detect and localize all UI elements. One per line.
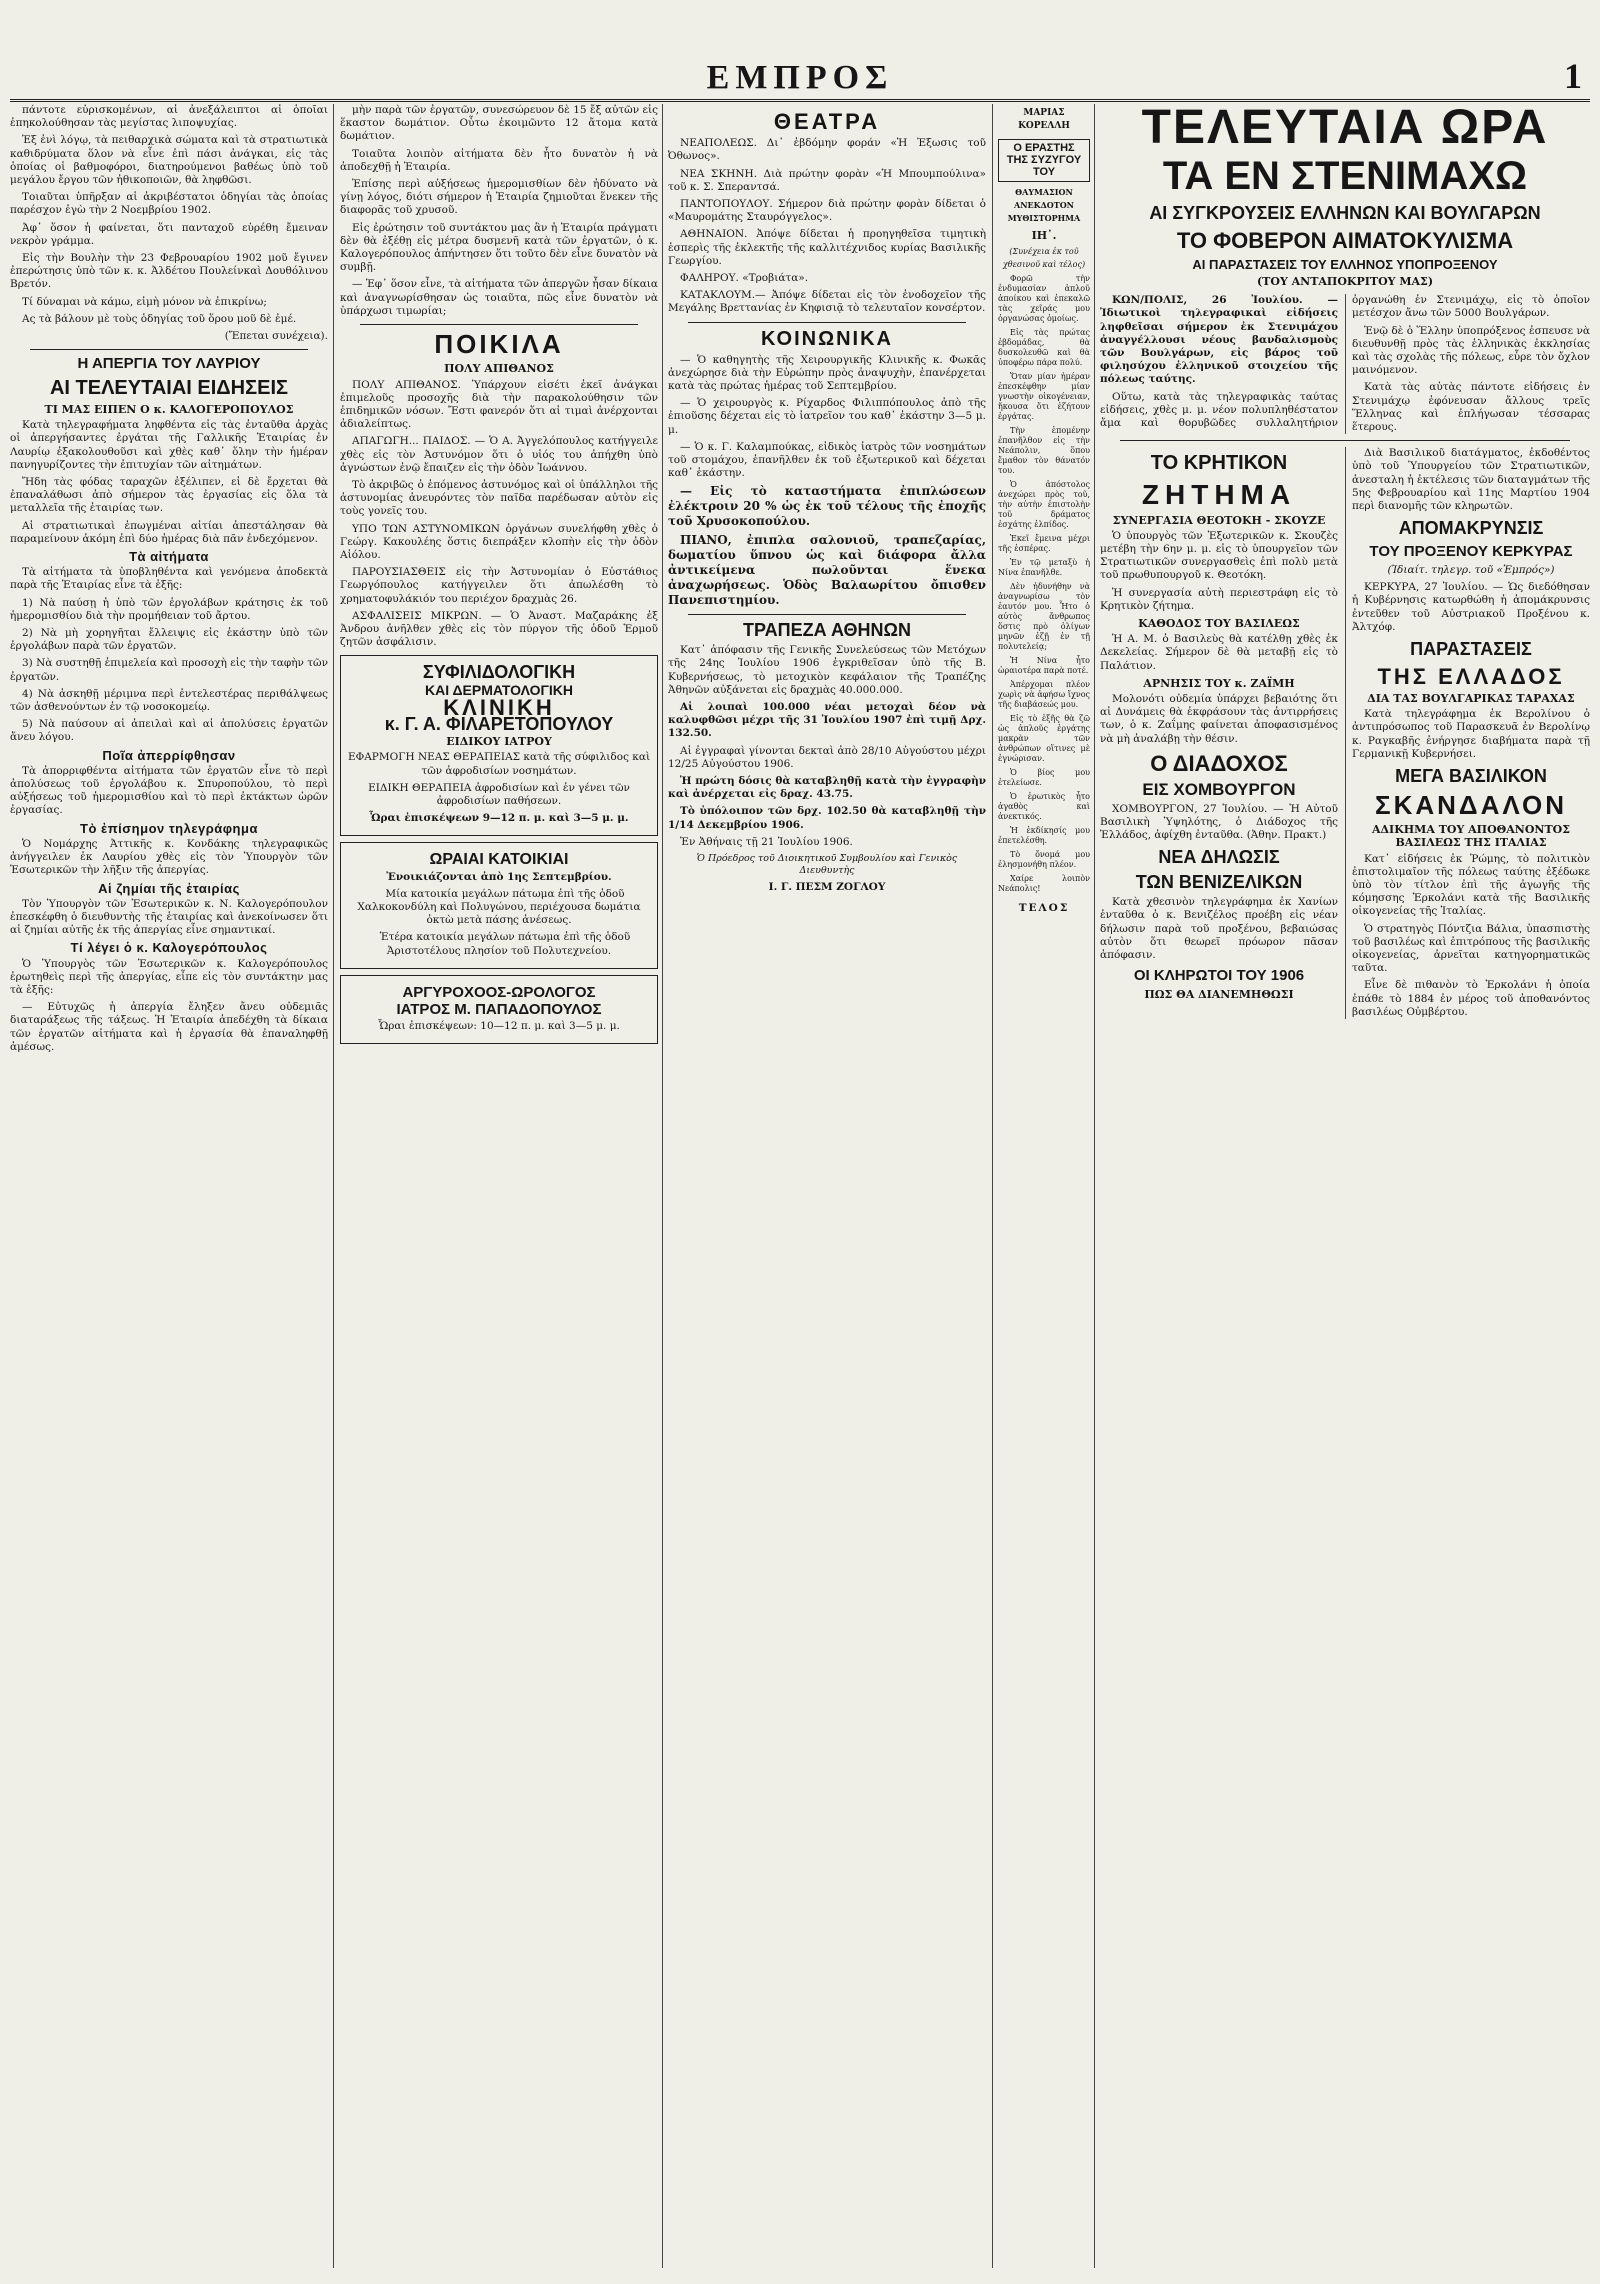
article-paragraph: ΚΩΝ/ΠΟΛΙΣ, 26 Ἰουλίου. — Ἰδιωτικοὶ τηλεγραφικαὶ εἰδήσεις ληφθεῖσαι σήμερον ἐκ Στενιμάχου ἀναγγέλλουσι νέους βανδαλισμοὺς τῶν Βουλγάρων, εἰς βάρος τοῦ φιλησύχου ἑλληνικοῦ στοιχείου τῆς πόλεως ταύτης.: [1100, 294, 1338, 386]
column-3: [668, 104, 986, 2268]
ad-subtitle: ΚΑΙ ΔΕΡΜΑΤΟΛΟΓΙΚΗ: [424, 681, 574, 698]
article-paragraph: Ἡ συνεργασία αὐτὴ περιεστράφη εἰς τὸ Κρητικὸν ζήτημα.: [1100, 586, 1338, 612]
ad-text: ΕΦΑΡΜΟΓΗ ΝΕΑΣ ΘΕΡΑΠΕΙΑΣ κατὰ τῆς σύφιλιδος καὶ τῶν ἀφροδισίων νοσημάτων.: [347, 751, 651, 777]
serial-paragraph: Χαίρε λοιπὸν Νεάπολις!: [998, 874, 1090, 894]
article-paragraph: Ἐξ ἐνὶ λόγῳ, τὰ πειθαρχικὰ σώματα καὶ τὰ στρατιωτικὰ καθιδρύματα ὅλον νὰ εἶνε ἐπὶ πάσι ἀνάγκαι, εἰς τὰς ὁποίας οἱ βαθμοφόροι, διατηρούμενοι βαθέως ὑπὸ τοῦ μεγάλου ἔργου τῶν ἠθικοποιῶν, θὰ ληφθῶσι.: [10, 134, 328, 187]
article-paragraph: Τὰ αἰτήματα τὰ ὑποβληθέντα καὶ γενόμενα ἀποδεκτὰ παρὰ τῆς Ἑταιρίας εἶνε τὰ ἑξῆς:: [10, 566, 328, 592]
dispatch-note: (Ἰδιαίτ. τηλεγρ. τοῦ «Ἐμπρός»): [1387, 563, 1555, 576]
news-item: ΝΕΑ ΣΚΗΝΗ. Διὰ πρώτην φορὰν «Ἡ Μπουμπούλινα» τοῦ κ. Σ. Σπεραντσά.: [668, 167, 986, 193]
ad-hours: Ὧραι ἐπισκέψεων 9—12 π. μ. καὶ 3—5 μ. μ.: [369, 812, 629, 825]
column-rule: [662, 104, 663, 2268]
ad-text: ΕΙΔΙΚΗ ΘΕΡΑΠΕΙΑ ἀφροδισίων καὶ ἐν γένει τῶν ἀφροδισίων παθήσεων.: [368, 781, 630, 808]
ad-text: Μία κατοικία μεγάλων πάτωμα ἐπὶ τῆς ὁδοῦ Χαλκοκονδύλη καὶ Πολυγώνου, περιέχουσα δωμάτια ὀκτὼ μετὰ πάσης ἀνέσεως.: [357, 887, 641, 927]
article-paragraph: Μολονότι οὐδεμία ὑπάρχει βεβαιότης ὅτι αἱ Δυνάμεις θὰ ἐκφράσουν τὰς ἀντιρρήσεις των, ὁ κ. Ζαΐμης φαίνεται ἀποφασισμένος νὰ μὴ ἀναλάβῃ τὴν θέσιν.: [1100, 693, 1338, 745]
ad-subtitle: ΕΙΔΙΚΟΥ ΙΑΤΡΟΥ: [446, 735, 552, 749]
section-heading: Τὸ ἐπίσημον τηλεγράφημα: [80, 820, 258, 836]
news-item: Τὸ ἀκριβῶς ὁ ἑπόμενος ἀστυνόμος καὶ οἱ ὑπάλληλοι τῆς ἀστυνομίας ἀνευρόντες τὸν παῖδα παρέδωσαν αὐτὸν εἰς τοὺς γονεῖς του.: [340, 478, 658, 518]
section-title: ΘΕΑΤΡΑ: [773, 109, 881, 134]
article-paragraph: Ἐν Ἀθήναις τῇ 21 Ἰουλίου 1906.: [680, 835, 853, 848]
article-paragraph: 3) Νὰ συστηθῇ ἐπιμελεία καὶ προσοχὴ εἰς τὴν ταφὴν τῶν ἐργατῶν.: [10, 657, 328, 683]
article-paragraph: Κατὰ τὰς αὐτὰς πάντοτε εἰδήσεις ἐν Στενιμάχῳ ἐφόνευσαν ἄλλους τρεῖς Ἕλληνας καὶ ἐπλήγωσαν τέσσαρας ἕτερους.: [1352, 381, 1590, 434]
article-paragraph: Ἡ πρώτη δόσις θὰ καταβληθῇ κατὰ τὴν ἐγγραφὴν καὶ ἀνέρχεται εἰς δραχ. 43.75.: [668, 775, 986, 801]
headline: ΑΠΟΜΑΚΡΥΝΣΙΣ: [1398, 518, 1544, 539]
lead-story-body: [1100, 294, 1590, 434]
section-heading: Τὰ αἰτήματα: [129, 549, 209, 565]
column-5: [1100, 104, 1590, 2268]
news-item: ΠΑΡΟΥΣΙΑΣΘΕΙΣ εἰς τὴν Ἀστυνομίαν ὁ Εὐστάθιος Γεωργόπουλος κατήγγειλεν ὅτι ἀπωλέσθη τὸ χρηματοφυλάκιόν του περιέχον δραχμὰς 26.: [340, 566, 658, 605]
subheadline: ΔΙΑ ΤΑΣ ΒΟΥΛΓΑΡΙΚΑΣ ΤΑΡΑΧΑΣ: [1367, 691, 1575, 705]
advertisement: [340, 655, 658, 836]
serial-title: Ο ΕΡΑΣΤΗΣ ΤΗΣ ΣΥΖΥΓΟΥ ΤΟΥ: [998, 139, 1090, 182]
column-rule: [1094, 104, 1095, 2268]
article-paragraph: 5) Νὰ παύσουν αἱ ἀπειλαὶ καὶ αἱ ἀπολύσεις ἐργατῶν ἄνευ λόγου.: [10, 718, 328, 744]
section-divider: [688, 614, 966, 615]
signature-name: Ι. Γ. ΠΕΣΜ ΖΟΓΛΟΥ: [768, 881, 886, 894]
subheadline: ΠΩΣ ΘΑ ΔΙΑΝΕΜΗΘΩΣΙ: [1144, 987, 1294, 1001]
headline: ΑΙ ΤΕΛΕΥΤΑΙΑΙ ΕΙΔΗΣΕΙΣ: [49, 377, 289, 399]
newspaper-title: ΕΜΠΡΟΣ: [706, 59, 894, 96]
news-item: ΠΟΛΥ ΑΠΙΘΑΝΟΣ. Ὑπάρχουν εἰσέτι ἐκεῖ ἀνάγκαι ἐπιμελοῦς προσοχῆς διὰ τὴν παρακολούθησιν τῶν ἐπιδημικῶν νόσων. Ἔστι φανερόν ὅτι αἱ τιμαὶ ἀνέρχονται ἀδιαλείπτως.: [340, 378, 658, 431]
headline: ΖΗΤΗΜΑ: [1141, 479, 1297, 511]
article-paragraph: Ὁ Ὑπουργὸς τῶν Ἐσωτερικῶν κ. Καλογερόπουλος ἐρωτηθεὶς περὶ τῆς ἀπεργίας, εἶπε εἰς τὸν συντάκτην μας τὰ ἑξῆς:: [10, 957, 328, 996]
article-paragraph: Ἡ Α. Μ. ὁ Βασιλεὺς θὰ κατέλθῃ χθὲς ἐκ Δεκελείας. Σήμερον δὲ θὰ μεταβῇ εἰς τὸ Παλάτιον.: [1100, 633, 1338, 672]
serial-paragraph: Ἀπέρχομαι πλέον χωρὶς νὰ ἀφήσω ἴχνος τῆς διαβάσεώς μου.: [998, 680, 1090, 710]
ad-text: Ἐνοικιάζονται ἀπὸ 1ης Σεπτεμβρίου.: [386, 870, 612, 883]
headline: ΜΕΓΑ ΒΑΣΙΛΙΚΟΝ: [1395, 765, 1547, 786]
article-paragraph: Ὁ στρατηγὸς Πόντζια Βάλια, ὑπασπιστὴς τοῦ βασιλέως καὶ ἐπιτρόπους τῆς βασιλικῆς οἰκογενείας, ἀρνεῖται κατηγορηματικῶς ταῦτα.: [1352, 922, 1590, 975]
masthead: [10, 55, 1590, 102]
news-item: — Ὁ κ. Γ. Καλαμπούκας, εἰδικὸς ἰατρὸς τῶν νοσημάτων τοῦ στομάχου, ἐπανῆλθεν ἐκ τοῦ ἐξωτερικοῦ καὶ δέχεται καθ᾽ ἑκάστην.: [668, 440, 986, 480]
column-4: [998, 104, 1090, 2268]
article-paragraph: Τὸ ὑπόλοιπον τῶν δρχ. 102.50 θὰ καταβληθῇ τὴν 1/14 Δεκεμβρίου 1906.: [668, 805, 986, 831]
article-paragraph: 1) Νὰ παύσῃ ἡ ὑπὸ τῶν ἐργολάβων κράτησις ἐκ τοῦ ἡμερομισθίου διὰ τὴν προμήθειαν τοῦ ἄρτου.: [10, 596, 328, 622]
continuation-note: (Συνέχεια ἐκ τοῦ χθεσινοῦ καὶ τέλος): [1002, 246, 1086, 270]
news-item: ΥΠΟ ΤΩΝ ΑΣΤΥΝΟΜΙΚΩΝ ὀργάνων συνελήφθη χθὲς ὁ Γεώργ. Κακουλέης ὅστις διεπράξεν κλοπὴν εἰς τὴν ὁδὸν Αἰόλου.: [340, 522, 658, 561]
article-paragraph: Αἱ ἐγγραφαὶ γίνονται δεκταὶ ἀπὸ 28/10 Αὐγούστου μέχρι 12/25 Αὐγούστου 1906.: [668, 744, 986, 770]
serial-paragraph: Ἡ ἐκδίκησίς μου ἐπετελέσθη.: [998, 826, 1090, 846]
article-paragraph: Ἐπίσης περὶ αὐξήσεως ἡμερομισθίων δὲν ἠδύνατο νὰ γίνῃ λόγος, διότι σήμερον ἡ Ἑταιρία ζημιοῦται ἕνεκεν τῆς διαφορᾶς τοῦ χρυσοῦ.: [340, 178, 658, 217]
serial-paragraph: Ἐν τῷ μεταξὺ ἡ Νίνα ἐπανῆλθε.: [998, 558, 1090, 578]
news-columns: [1100, 447, 1590, 1019]
section-heading: ΑΡΝΗΣΙΣ ΤΟΥ κ. ΖΑΪΜΗ: [1143, 676, 1295, 690]
section-title: ΚΟΙΝΩΝΙΚΑ: [760, 327, 893, 350]
ad-subtitle: ΚΛΙΝΙΚΗ: [443, 694, 555, 720]
ad-title: ΑΡΓΥΡΟΧΟΟΣ-ΩΡΟΛΟΓΟΣ: [402, 983, 596, 1001]
section-heading: Τί λέγει ὁ κ. Καλογερόπουλος: [70, 940, 268, 956]
news-item: ΑΠΑΓΩΓΗ... ΠΑΙΔΟΣ. — Ὁ Α. Ἀγγελόπουλος κατήγγειλε χθὲς εἰς τὸν Ἀστυνόμον ὅτι ὁ υἱός του ἀπήχθη ὑπὸ ἀγνώστων ἐνῷ ἔπαιζεν εἰς τὴν ὁδὸν Ἰωάννου.: [340, 435, 658, 474]
section-heading: Αἱ ζημίαι τῆς ἑταιρίας: [98, 880, 240, 896]
news-item: ΑΘΗΝΑΙΟΝ. Ἀπόψε δίδεται ἡ προηγηθεῖσα τιμητικὴ ἑσπερὶς τῆς ἐκλεκτῆς τῆς καλλιτέχνιδος κυρίας Βασιλικῆς Γεωργίου.: [668, 228, 986, 267]
article-paragraph: 4) Νὰ ἀσκηθῇ μέριμνα περὶ ἐντελεστέρας περιθάλψεως τῶν ἀσθενούντων ἐν τῷ νοσοκομείῳ.: [10, 687, 328, 714]
serial-paragraph: Ὅταν μίαν ἡμέραν ἐπεσκέφθην μίαν γνωστὴν οἰκογένειαν, ἤκουσα ὅτι ἐζήτουν ἐργάτας.: [998, 372, 1090, 422]
article-paragraph: Εἰς τὴν Βουλὴν τὴν 23 Φεβρουαρίου 1902 μοῦ ἔγινεν ἐπερώτησις ὑπὸ τῶν κ. κ. Ἀλδέτου Πουλείνκαὶ Δουθόλινου Βρετόν.: [10, 252, 328, 291]
main-headline: ΤΑ ΕΝ ΣΤΕΝΙΜΑΧΩ: [1162, 154, 1528, 198]
section-heading: ΚΑΘΟΔΟΣ ΤΟΥ ΒΑΣΙΛΕΩΣ: [1138, 617, 1300, 631]
article-paragraph: Διὰ Βασιλικοῦ διατάγματος, ἐκδοθέντος ὑπὸ τοῦ Ὑπουργείου τῶν Στρατιωτικῶν, ἀνεσταλη ἡ ἐκτέλεσις τῶν διαταγμάτων τῆς 5ης Φεβρουαρίου καὶ 11ης Μαρτίου 1904 περὶ διανομῆς τῶν κληρωτῶν.: [1352, 447, 1590, 513]
ad-text: Ἑτέρα κατοικία μεγάλων πάτωμα ἐπὶ τῆς ὁδοῦ Ἀριστοτέλους πλησίον τοῦ Πολυτεχνείου.: [379, 931, 631, 957]
article-paragraph: 2) Νὰ μὴ χορηγῆται ἔλλειψις εἰς ἑκάστην ὑπὸ τῶν ἐργολάβων παρὰ τῶν ἐργατῶν.: [10, 627, 328, 653]
headline: Ο ΔΙΑΔΟΧΟΣ: [1150, 750, 1288, 776]
section-heading: Ποῖα ἀπερρίφθησαν: [102, 747, 236, 763]
serial-paragraph: Φορῶ τὴν ἐνδυμασίαν ἁπλοῦ ἀποίκου καὶ ἐπεκαλῶ τὰς χεῖράς μου ὀργανώσας ὁμοίως.: [998, 274, 1090, 324]
article-paragraph: — Εὐτυχῶς ἡ ἀπεργία ἔληξεν ἄνευ οὐδεμιᾶς διαταράξεως τῆς τάξεως. Ἡ Ἑταιρία ἀπεδέχθη τὰ δίκαια τῶν ἐργατῶν αἰτήματα καὶ ἡ ἐργασία θὰ ἐπαναληφθῇ ἀμέσως.: [10, 1001, 328, 1053]
article-paragraph: ΚΕΡΚΥΡΑ, 27 Ἰουλίου. — Ὡς διεδόθησαν ἡ Κυβέρνησις κατωρθώθη ἡ ἀπομάκρυνσις ἐντεῦθεν τοῦ Αὐστριακοῦ Προξένου κ. Ἀλτχόφ.: [1352, 581, 1590, 633]
subheadline: ΑΙ ΠΑΡΑΣΤΑΣΕΙΣ ΤΟΥ ΕΛΛΗΝΟΣ ΥΠΟΠΡΟΞΕΝΟΥ: [1192, 257, 1498, 272]
section-divider: [30, 349, 308, 350]
serial-paragraph: Ἐκεῖ ἔμεινα μέχρι τῆς ἑσπέρας.: [998, 534, 1090, 554]
page-number: 1: [1564, 56, 1582, 96]
subheadline: ΤΟ ΦΟΒΕΡΟΝ ΑΙΜΑΤΟΚΥΛΙΣΜΑ: [1176, 228, 1514, 253]
section-divider: [688, 322, 966, 323]
serial-paragraph: Τὸ ὄνομά μου ἐλησμονήθη πλέον.: [998, 850, 1090, 870]
article-paragraph: Κατ᾽ εἰδήσεις ἐκ Ῥώμης, τὸ πολιτικὸν ἐπιστολιμαῖον τῆς πόλεως ταύτης ἐξέδωκε ὑπὸ τὸν τίτλον ἐπὶ τῆς ἀγωγῆς τῆς κόμησσης Ἑρκολάνι κατὰ τῆς Βασιλικῆς οἰκογενείας τῆς Ἰταλίας.: [1352, 852, 1590, 918]
article-paragraph: Τὸν Ὑπουργὸν τῶν Ἐσωτερικῶν κ. Ν. Καλογερόπουλον ἐπεσκέφθη ὁ διευθυντὴς τῆς ἑταιρίας καὶ ἀνεκοίνωσεν ὅτι αἱ ζημίαι αὐτῆς ἐκ τῆς ἀπεργίας εἶνε σημαντικαί.: [10, 897, 328, 937]
correspondent-note: (ΤΟΥ ΑΝΤΑΠΟΚΡΙΤΟΥ ΜΑΣ): [1256, 275, 1434, 288]
serial-paragraph: Τὴν ἑπομένην ἐπανῆλθον εἰς τὴν Νεάπολιν, ὅπου ἔμαθον τὸν θάνατόν του.: [998, 426, 1090, 476]
article-paragraph: πάντοτε εὐρισκομένων, αἱ ἀνεξάλειπτοι αἱ ὁποῖαι ἐπηκολούθησαν τὰς μεγίστας λιποψυχίας.: [10, 104, 328, 130]
advertisement: [340, 975, 658, 1045]
ad-title: ΙΑΤΡΟΣ Μ. ΠΑΠΑΔΟΠΟΥΛΟΣ: [396, 1001, 602, 1019]
chapter-number: ΙΗ᾽.: [1031, 228, 1057, 242]
article-paragraph: Κατὰ χθεσινὸν τηλεγράφημα ἐκ Χανίων ἐνταῦθα ὁ κ. Βενιζέλος προέβη εἰς νέαν δήλωσιν παρὰ τοῦ προξένου, βεβαιώσας αὐτὸν ὅτι θεωρεῖ πρόωρον πᾶσαν ἀπόφασιν.: [1100, 896, 1338, 962]
serial-end: ΤΕΛΟΣ: [1018, 902, 1070, 915]
section-title: ΠΟΙΚΙΛΑ: [434, 329, 564, 360]
headline: Η ΑΠΕΡΓΙΑ ΤΟΥ ΛΑΥΡΙΟΥ: [77, 355, 261, 373]
advertisement: [340, 842, 658, 968]
ad-title: ΩΡΑΙΑΙ ΚΑΤΟΙΚΙΑΙ: [429, 851, 569, 869]
ad-title: ΣΥΦΙΛΙΔΟΛΟΓΙΚΗ: [422, 662, 576, 683]
column-2: [340, 104, 658, 2268]
article-paragraph: Τοιαῦται ὑπῆρξαν αἱ ἀκριβέστατοι ὁδηγίαι τὰς ὁποίας παρέσχον ἐγὼ τὴν 2 Νοεμβρίου 1902.: [10, 191, 328, 217]
section-divider: [360, 324, 638, 325]
advertisement: — Εἰς τὸ καταστήματα ἐπιπλώσεων ἐλέκτροιν 20 % ὡς ἐκ τοῦ τέλους τῆς ἐποχῆς τοῦ Χρυσοκοπούλου.: [668, 484, 986, 529]
advertisement: ΠΙΑΝΟ, ἐπιπλα σαλονιοῦ, τραπεζαρίας, δωματίου ὕπνου ὡς καὶ διάφορα ἄλλα ἀντικείμενα πωλοῦνται ἕνεκα ἀναχωρήσεως. Ὁδὸς Βαλαωρίτου ὄπισθεν Πανεπιστημίου.: [668, 533, 986, 608]
section-title: ΤΡΑΠΕΖΑ ΑΘΗΝΩΝ: [743, 620, 911, 641]
ad-doctor-name: κ. Γ. Α. ΦΙΛΑΡΕΤΟΠΟΥΛΟΥ: [384, 714, 614, 735]
article-paragraph: — Ἐφ᾽ ὅσον εἶνε, τὰ αἰτήματα τῶν ἀπεργῶν ἦσαν δίκαια καὶ ἀναγνωρίσθησαν ὡς τοιαῦτα, πῶς εἶνε δυνατὸν νὰ ὑπάρχωσι τιμωρίαι;: [340, 278, 658, 317]
article-paragraph: Εἰς ἐρώτησιν τοῦ συντάκτου μας ἂν ἡ Ἑταιρία πράγματι δὲν θὰ ἐξέθῃ εἰς μέτρα δυσμενῆ κατὰ τῶν ἐργατῶν, ὁ κ. Καλογερόπουλος ἀπήντησεν ὅτι τοῦτο δὲν εἶνε δυνατὸν νὰ συμβῇ.: [340, 221, 658, 274]
subheadline: ΑΙ ΣΥΓΚΡΟΥΣΕΙΣ ΕΛΛΗΝΩΝ ΚΑΙ ΒΟΥΛΓΑΡΩΝ: [1149, 203, 1541, 223]
serial-author: ΜΑΡΙΑΣ ΚΟΡΕΛΛΗ: [1018, 108, 1070, 132]
news-item: ΝΕΑΠΟΛΕΩΣ. Δι᾽ ἑβδόμην φοράν «Ἡ Ἐξωσις τοῦ Ὀθωνος».: [668, 137, 986, 163]
article-paragraph: Οὕτω, κατὰ τὰς τηλεγραφικὰς ταύτας εἰδήσεις, χθὲς μ. μ. νέον πολυπληθέστατον ἄμα καὶ θορυβῶδες συλλαλητήριον ὀργανώθη ἐν Στενιμάχῳ, εἰς τὸ ὁποῖον μετέσχον ἄνω τῶν 5000 Βουλγάρων.: [1100, 294, 1590, 430]
column-rule: [992, 104, 993, 2268]
article-paragraph: μὴν παρὰ τῶν ἐργατῶν, συνεσώρευον δὲ 15 ἔξ αὐτῶν εἰς ἕκαστον δωμάτιον. Οὗτω ἐκοιμῶντο 12 ἄτομα κατὰ δωμάτιον.: [340, 104, 658, 143]
item-heading: ΠΟΛΥ ΑΠΙΘΑΝΟΣ: [444, 362, 554, 376]
headline: ΟΙ ΚΛΗΡΩΤΟΙ ΤΟΥ 1906: [1133, 967, 1305, 985]
serial-paragraph: Εἰς τὰς πρώτας ἐβδομάδας, θὰ δυσκολευθῶ καὶ θὰ ὑποφέρω πάρα πολύ.: [998, 328, 1090, 368]
headline: ΝΕΑ ΔΗΛΩΣΙΣ: [1158, 847, 1280, 868]
article-paragraph: Ἐνῷ δὲ ὁ Ἕλλην ὑποπρόξενος ἐσπευσε νὰ διευθυνθῇ πρὸς τὰς ἑλληνικὰς ἐκκλησίας καὶ τὰς σχολὰς τῆς πόλεως, εὗρε τὸν ὄχλον μαινόμενον.: [1352, 324, 1590, 377]
article-paragraph: Ὁ Νομάρχης Ἀττικῆς κ. Κονδάκης τηλεγραφικῶς ἀνήγγειλεν ἐκ Λαυρίου χθὲς εἰς τὸν Ὑπουργὸν τῶν Ἐσωτερικῶν τὴν λῆξιν τῆς ἀπεργίας.: [10, 837, 328, 877]
serial-paragraph: Ὁ ἀπόστολος ἀνεχώρει πρὸς τοῦ, τὴν αὐτὴν ἐπιστολὴν τοῦ δράματος ἐσχάτης ἐλπίδος.: [998, 480, 1090, 530]
subheadline: ΣΥΝΕΡΓΑΣΙΑ ΘΕΟΤΟΚΗ - ΣΚΟΥΖΕ: [1112, 513, 1326, 527]
signature-title: Ὁ Πρόεδρος τοῦ Διοικητικοῦ Συμβουλίου καὶ Γενικὸς Διευθυντὴς: [696, 853, 958, 877]
section-divider: [1120, 440, 1570, 441]
column-rule: [333, 104, 334, 2268]
continuation-note: (Ἔπεται συνέχεια).: [224, 330, 328, 343]
headline: ΤΩΝ ΒΕΝΙΖΕΛΙΚΩΝ: [1135, 872, 1303, 893]
subheadline: ΤΙ ΜΑΣ ΕΙΠΕΝ Ο κ. ΚΑΛΟΓΕΡΟΠΟΥΛΟΣ: [44, 403, 294, 416]
serial-paragraph: Εἰς τὸ ἑξῆς θὰ ζῶ ὡς ἀπλοῦς ἐργάτης μακρὰν τῶν ἀνθρώπων οἵτινες μὲ ἐγνώρισαν.: [998, 714, 1090, 764]
headline: ΣΚΑΝΔΑΛΟΝ: [1374, 789, 1568, 820]
article-paragraph: Ας τὰ βάλουν μὲ τοὺς ὁδηγίας τοῦ ὅρου μοῦ δὲ ἐμέ.: [22, 312, 297, 325]
serial-paragraph: Ὁ ἐρωτικὸς ἦτο ἀγαθὸς καὶ ἀνεκτικός.: [998, 792, 1090, 822]
news-item: — Ὁ καθηγητὴς τῆς Χειρουργικῆς Κλινικῆς κ. Φωκᾶς ἀνεχώρησε διὰ τὴν Εὐρώπην πρὸς ἀναψυχὴν, ἐπανέρχεται κατὰ τὰς πρώτας ἡμέρας τοῦ Σεπτεμβρίου.: [668, 353, 986, 392]
news-item: — Ὁ χειρουργὸς κ. Ρίχαρδος Φιλιππόπουλος ἀπὸ τῆς ἐπιοῦσης δέχεται εἰς τὸ ἰατρεῖον του καθ᾽ ἑκάστην 3—5 μ. μ.: [668, 397, 986, 436]
serial-paragraph: Ὁ βίος μου ἐτελείωσε.: [998, 768, 1090, 788]
serial-subtitle: ΘΑΥΜΑΣΙΟΝ ΑΝΕΚΔΟΤΟΝ ΜΥΘΙΣΤΟΡΗΜΑ: [1007, 187, 1081, 224]
article-paragraph: Κατὰ τηλεγράφημα ἐκ Βερολίνου ὁ ἀντιπρόσωπος τοῦ Παρασκευᾶ ἐν Βερολίνῳ κ. Ραγκαβῆς ἐνήργησε διαβήματα παρὰ τῇ Γερμανικῇ Κυβερνήσει.: [1352, 708, 1590, 760]
headline: ΠΑΡΑΣΤΑΣΕΙΣ: [1410, 638, 1532, 659]
article-paragraph: Ἀφ᾽ ὅσον ἡ φαίνεται, ὅτι πανταχοῦ εὑρέθη ἔμειναν νεκρὸν γράμμα.: [10, 221, 328, 247]
article-paragraph: Κατ᾽ ἀπόφασιν τῆς Γενικῆς Συνελεύσεως τῶν Μετόχων τῆς 24ης Ἰουλίου 1906 ἐγκριθεῖσαν ὑπὸ τῆς Β. Κυβερνήσεως, τὸ μετοχικὸν κεφάλαιον τῆς Τραπέζης Ἀθηνῶν αὐξάνεται εἰς δραχμὰς 40.000.000.: [668, 644, 986, 696]
article-paragraph: Τὰ ἀπορριφθέντα αἰτήματα τῶν ἐργατῶν εἶνε τὸ περὶ ἀπολύσεως τοῦ ἐργολάβου κ. Σπυροπούλου, τὸ περὶ αὐξήσεως τοῦ ἡμερομισθίου καὶ τὸ περὶ ἐκτάκτων ὡρῶν ἐργασίας.: [10, 764, 328, 817]
main-headline: ΤΕΛΕΥΤΑΙΑ ΩΡΑ: [1141, 104, 1549, 154]
news-item: ΦΑΛΗΡΟΥ. «Τροβιάτα».: [680, 271, 809, 284]
headline: ΤΟΥ ΠΡΟΞΕΝΟΥ ΚΕΡΚΥΡΑΣ: [1369, 543, 1573, 561]
article-paragraph: Ὁ ὑπουργὸς τῶν Ἐξωτερικῶν κ. Σκουζὲς μετέβη τὴν 6ην μ. μ. εἰς τὸ ὑπουργεῖον τῶν Στρατιωτικῶν συνεργασθεὶς ἐπὶ πολὺ μετὰ τοῦ πρωθυπουργοῦ κ. Θεοτόκη.: [1100, 529, 1338, 582]
news-item: ΚΑΤΑΚΛΟΥΜ.— Ἀπόψε δίδεται εἰς τὸν ἐνοδοχεῖον τῆς Μεγάλης Βρεττανίας ἐν Κηφισιᾷ τὸ τελευταῖον κονσέρτον.: [668, 289, 986, 315]
article-paragraph: Κατὰ τηλεγραφήματα ληφθέντα εἰς τὰς ἐνταῦθα ἀρχὰς οἱ ἀπεργήσαντες ἐργάται τῆς Γαλλικῆς Ἑταιρίας ἐν Λαυρίῳ ἐξακολουθοῦσι καὶ χθὲς καθ᾽ ὅλην τὴν ἡμέραν πανηγυρίζοντες τὴν ἐπιτυχίαν τῶν αἰτημάτων.: [10, 419, 328, 471]
headline: ΤΟ ΚΡΗΤΙΚΟΝ: [1150, 452, 1288, 475]
article-paragraph: ΧΟΜΒΟΥΡΓΟΝ, 27 Ἰουλίου. — Ἡ Αὐτοῦ Βασιλικὴ Ὑψηλότης, ὁ Διάδοχος τῆς Ἑλλάδος, ἀφίχθη ἐνταῦθα. (Ἀθην. Πρακτ.): [1100, 802, 1338, 842]
article-paragraph: Τί δύναμαι νὰ κάμω, εἰμὴ μόνον νὰ ἐπικρίνω;: [22, 295, 267, 308]
article-paragraph: Αἱ λοιπαὶ 100.000 νέαι μετοχαὶ δέον νὰ καλυφθῶσι μέχρι τῆς 31 Ἰουλίου 1907 ἐπὶ τιμῇ Δρχ. 132.50.: [668, 701, 986, 740]
column-1: [10, 104, 328, 2268]
article-paragraph: Τοιαῦτα λοιπὸν αἰτήματα δὲν ἦτο δυνατὸν ἡ νὰ ἀποδεχθῇ ἡ Ἑταιρία.: [340, 147, 658, 173]
serial-paragraph: Δὲν ἠδυνήθην νὰ ἀναγνωρίσω τὸν ἑαυτόν μου. Ἦτο ὁ αὐτὸς ἄνθρωπος ὅστις πρὸ ὀλίγων μηνῶν ἐζῇ ἐν τῇ πολυτελείᾳ;: [998, 582, 1090, 652]
article-paragraph: Αἱ στρατιωτικαὶ ἐπωγμέναι αἰτίαι ἀπεστάλησαν θὰ παραμείνουν ἀκόμη ἐπὶ δύο ἡμέρας διὰ πᾶν ἐνδεχόμενον.: [10, 519, 328, 545]
article-paragraph: Εἶνε δὲ πιθανὸν τὸ Ἐρκολάνι ἡ ὁποία ἐπάθε τὸ 1884 ἐν μέρος τοῦ ἀποθανόντος βασιλέως Οὐμβέρτου.: [1352, 979, 1590, 1018]
news-item: ΠΑΝΤΟΠΟΥΛΟΥ. Σήμερον διὰ πρώτην φορὰν δίδεται ὁ «Μαυρομάτης Σταυρόγγελος».: [668, 197, 986, 224]
headline: ΤΗΣ ΕΛΛΑΔΟΣ: [1377, 663, 1565, 689]
subheadline: ΑΔΙΚΗΜΑ ΤΟΥ ΑΠΟΘΑΝΟΝΤΟΣ ΒΑΣΙΛΕΩΣ ΤΗΣ ΙΤΑΛΙΑΣ: [1371, 823, 1571, 850]
news-item: ΑΣΦΑΛΙΣΕΙΣ ΜΙΚΡΩΝ. — Ὁ Ἀναστ. Μαζαράκης ἐξ Ἀνδρου ἀνῆλθεν χθὲς εἰς τὸν πύργον τῆς ὁδοῦ Ἑρμοῦ ζητῶν ἀσφάλισιν.: [340, 609, 658, 649]
serial-paragraph: Ἡ Νίνα ἦτο ὡραιοτέρα παρὰ ποτέ.: [998, 656, 1090, 676]
ad-hours: Ὧραι ἐπισκέψεων: 10—12 π. μ. καὶ 3—5 μ. μ.: [378, 1020, 620, 1033]
headline: ΕΙΣ ΧΟΜΒΟΥΡΓΟΝ: [1142, 779, 1296, 799]
article-paragraph: Ἤδη τὰς φόδας ταραχῶν ἐξέλιπεν, εἰ δὲ ἔρχεται θὰ ἐπαναλάθωσι ἀπὸ σήμερον τὰς ἐργασίας εἰς ὅλα τὰ μεταλλεῖα τῆς ἑταιρίας των.: [10, 476, 328, 515]
